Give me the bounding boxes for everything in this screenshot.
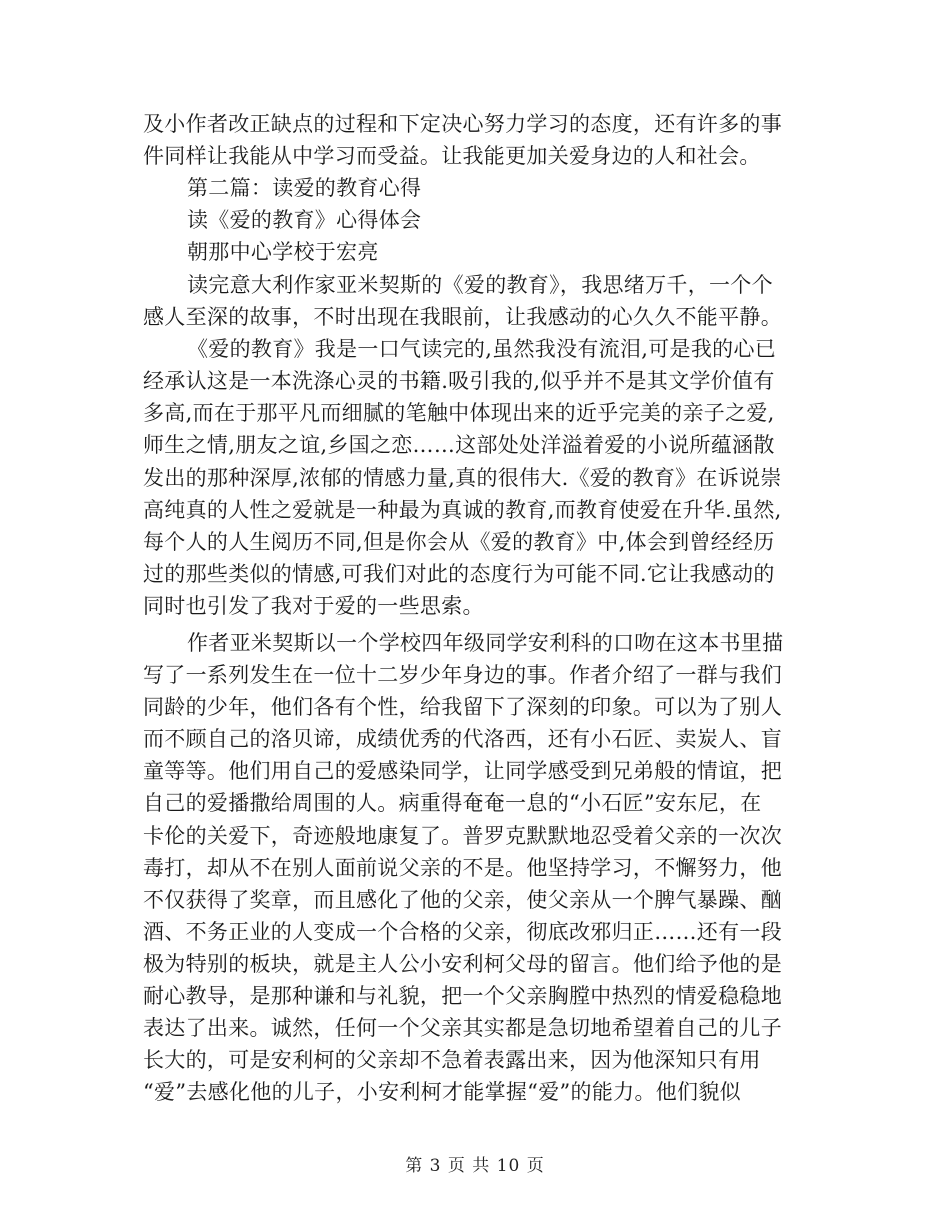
- section-heading: 第二篇：读爱的教育心得: [187, 176, 422, 200]
- paragraph-start: 读完意大利作家亚米契斯的《爱的教育》，我思绪万千，一个个: [187, 273, 773, 297]
- article-title: 读《爱的教育》心得体会: [187, 208, 422, 232]
- body-line: 毒打，却从不在别人面前说父亲的不是。他坚持学习，不懈努力，他: [143, 856, 782, 880]
- body-line: 童等等。他们用自己的爱感染同学，让同学感受到兄弟般的情谊，把: [143, 759, 782, 783]
- body-line: 酒、不务正业的人变成一个合格的父亲，彻底改邪归正……还有一段: [143, 920, 782, 944]
- body-line: 极为特别的板块，就是主人公小安利柯父母的留言。他们给予他的是: [143, 952, 782, 976]
- paragraph-start: 《爱的教育》我是一口气读完的,虽然我没有流泪,可是我的心已: [187, 337, 777, 361]
- page-number-footer: 第 3 页 共 10 页: [405, 1156, 545, 1176]
- body-line: 多高,而在于那平凡而细腻的笔触中体现出来的近乎完美的亲子之爱,: [143, 401, 775, 425]
- author-line: 朝那中心学校于宏亮: [187, 240, 379, 264]
- body-line: “爱”去感化他的儿子，小安利柯才能掌握“爱”的能力。他们貌似: [143, 1080, 741, 1104]
- body-line: 及小作者改正缺点的过程和下定决心努力学习的态度，还有许多的事: [143, 112, 782, 136]
- body-line: 耐心教导，是那种谦和与礼貌，把一个父亲胸膛中热烈的情爱稳稳地: [143, 984, 782, 1008]
- body-line: 过的那些类似的情感,可我们对此的态度行为可能不同.它让我感动的: [143, 562, 775, 586]
- body-line: 写了一系列发生在一位十二岁少年身边的事。作者介绍了一群与我们: [143, 663, 782, 687]
- body-line: 同时也引发了我对于爱的一些思索。: [143, 594, 484, 618]
- body-line: 同龄的少年，他们各有个性，给我留下了深刻的印象。可以为了别人: [143, 695, 782, 719]
- body-line: 每个人的人生阅历不同,但是你会从《爱的教育》中,体会到曾经经历: [143, 530, 775, 554]
- body-line: 自己的爱播撒给周围的人。病重得奄奄一息的“小石匠”安东尼，在: [143, 791, 762, 815]
- paragraph-start: 作者亚米契斯以一个学校四年级同学安利科的口吻在这本书里描: [187, 631, 784, 655]
- body-line: 件同样让我能从中学习而受益。让我能更加关爱身边的人和社会。: [143, 144, 761, 168]
- body-line: 发出的那种深厚,浓郁的情感力量,真的很伟大.《爱的教育》在诉说崇: [143, 466, 782, 490]
- body-line: 表达了出来。诚然，任何一个父亲其实都是急切地希望着自己的儿子: [143, 1016, 782, 1040]
- body-line: 不仅获得了奖章，而且感化了他的父亲，使父亲从一个脾气暴躁、酗: [143, 888, 782, 912]
- body-line: 卡伦的关爱下，奇迹般地康复了。普罗克默默地忍受着父亲的一次次: [143, 824, 782, 848]
- body-line: 而不顾自己的洛贝谛，成绩优秀的代洛西，还有小石匠、卖炭人、盲: [143, 727, 782, 751]
- body-line: 高纯真的人性之爱就是一种最为真诚的教育,而教育使爱在升华.虽然,: [143, 498, 782, 522]
- body-line: 长大的，可是安利柯的父亲却不急着表露出来，因为他深知只有用: [143, 1048, 761, 1072]
- body-line: 师生之情,朋友之谊,乡国之恋……这部处处洋溢着爱的小说所蕴涵散: [143, 433, 775, 457]
- body-line: 感人至深的故事，不时出现在我眼前，让我感动的心久久不能平静。: [143, 305, 782, 329]
- body-line: 经承认这是一本洗涤心灵的书籍.吸引我的,似乎并不是其文学价值有: [143, 369, 775, 393]
